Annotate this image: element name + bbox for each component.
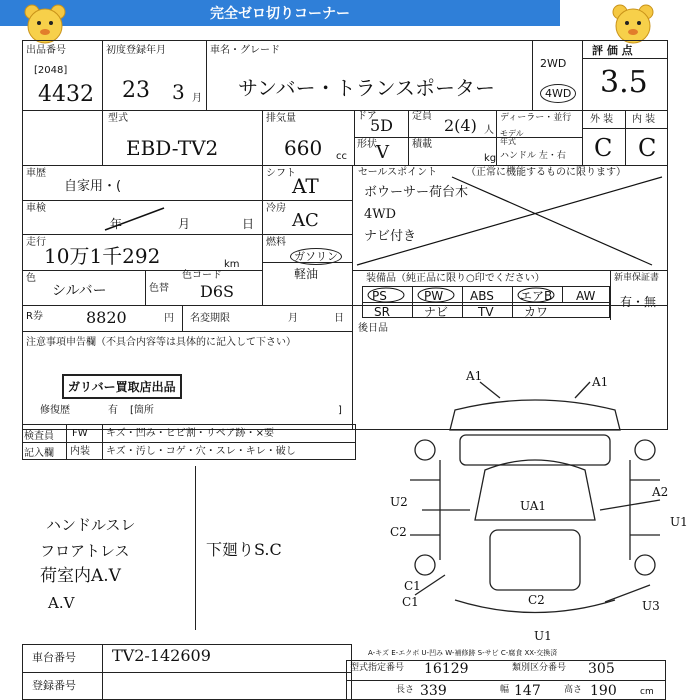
inspection-label: 車検 <box>26 203 46 214</box>
warranty-value: 有・無 <box>620 295 657 309</box>
length-label: 長さ <box>396 685 415 695</box>
height-label: 高さ <box>564 685 583 695</box>
equipment-sr: SR <box>374 305 390 319</box>
diagram-mark-c2-left: C2 <box>390 525 407 539</box>
load-label: 積載 <box>412 139 432 150</box>
chassis-value: TV2-142609 <box>112 646 211 665</box>
memo-right: 下廻りS.C <box>206 540 282 559</box>
diagram-mark-c1-a: C1 <box>404 579 421 593</box>
inspector-label: 検査員 記入欄 <box>24 431 54 459</box>
diagram-mark-a2: A2 <box>652 485 669 499</box>
recycle-value: 8820 <box>86 308 127 327</box>
sales-label: セールスポイント <box>358 167 438 178</box>
diagram-mark-u1-right: U1 <box>670 515 688 529</box>
memo-line-3: 荷室内A.V <box>40 566 121 586</box>
recycle-unit: 円 <box>164 313 174 324</box>
sales-line-3: ナビ付き <box>364 229 417 244</box>
doors-label: ドア <box>357 111 377 122</box>
displacement-value: 660 <box>284 136 323 160</box>
rear-seat-label: 後日品 <box>358 323 388 334</box>
seats-label: 定員 <box>412 111 432 122</box>
history-value: 自家用・( <box>64 179 122 194</box>
repair-bracket-end: ] <box>338 405 342 416</box>
displacement-unit: cc <box>336 151 347 162</box>
repair-label: 修復歴 <box>40 405 70 416</box>
lot-label: 出品番号 <box>26 45 66 56</box>
diagram-legend: A-キズ E-エクボ U-凹み W-補修跡 S-サビ C-腐食 XX-交換済 <box>368 649 558 657</box>
sales-note: （正常に機能するものに限ります） <box>466 167 626 178</box>
diagram-mark-ua1: UA1 <box>520 499 547 513</box>
color-code: D6S <box>200 282 234 301</box>
color-value: シルバー <box>52 283 107 299</box>
aircon-value: AC <box>292 210 319 231</box>
class-value: 305 <box>588 661 615 677</box>
height-value: 190 <box>590 683 617 699</box>
seats-value: 2(4) <box>444 116 477 135</box>
shift-label: シフト <box>266 168 296 179</box>
grade-value: 3.5 <box>600 65 648 100</box>
color-label: 色 <box>26 273 36 284</box>
reg-month: 3 <box>172 80 185 104</box>
repair-value: 有 <box>108 405 118 416</box>
equipment-ps: PS <box>372 289 387 303</box>
history-label: 車歴 <box>26 168 46 179</box>
color-tone: 色替 <box>149 283 169 294</box>
sales-line-2: 4WD <box>364 207 397 222</box>
equipment-label: 装備品（純正品に限り○印でください） <box>366 273 545 284</box>
diagram-mark-u2: U2 <box>390 495 408 509</box>
banner-title: 完全ゼロ切りコーナー <box>0 0 560 26</box>
grade-label: 評 価 点 <box>592 44 633 57</box>
drive-4wd: 4WD <box>540 84 576 103</box>
memo-line-2: フロアトレス <box>40 542 130 560</box>
diagram-mark-u1-bottom: U1 <box>534 629 552 643</box>
shape-value: V <box>376 142 389 163</box>
equipment-abs: ABS <box>470 289 494 303</box>
equipment-leather: カワ <box>524 305 549 319</box>
fuel-gasoline: ガソリン <box>290 248 342 265</box>
shift-value: AT <box>292 174 319 198</box>
inspection-month: 月 <box>178 217 191 231</box>
equipment-airbag: エアB <box>520 289 553 303</box>
reg-year: 23 <box>122 78 150 103</box>
model-label: 型式 <box>108 113 128 124</box>
drive-2wd: 2WD <box>540 57 567 70</box>
length-value: 339 <box>420 683 447 699</box>
diagram-mark-c2-bottom: C2 <box>528 593 545 607</box>
name-change-label: 名変期限 <box>190 313 230 324</box>
type-label: 型式指定番号 <box>350 663 405 673</box>
color-code-label: 色コード <box>182 270 222 281</box>
seats-unit: 人 <box>484 125 494 136</box>
equipment-circles-icon <box>362 286 562 304</box>
inspector-int-items: キズ・汚し・コゲ・穴・スレ・キレ・破し <box>106 446 296 457</box>
dimension-unit: cm <box>640 687 654 697</box>
grade-int-label: 内 装 <box>632 114 656 125</box>
displacement-label: 排気量 <box>266 113 296 124</box>
model-value: EBD-TV2 <box>126 136 219 160</box>
aircon-label: 冷房 <box>266 203 286 214</box>
lot-number: 4432 <box>38 82 94 107</box>
car-name: サンバー・トランスポーター <box>238 76 495 100</box>
inspection-year: 年 <box>110 217 123 231</box>
grade-ext-value: C <box>594 134 613 162</box>
width-value: 147 <box>514 683 541 699</box>
mileage-value: 10万1千292 <box>44 244 161 268</box>
reg-label: 初度登録年月 <box>106 45 166 56</box>
dealer-label: ディーラー・並行 <box>500 113 572 123</box>
inspection-strike-icon <box>100 204 170 234</box>
repair-bracket: [箇所 <box>130 405 154 416</box>
mileage-unit: km <box>224 259 240 270</box>
diagram-mark-c1-b: C1 <box>402 595 419 609</box>
name-change-month: 月 <box>288 313 298 324</box>
diagram-mark-u3: U3 <box>642 599 660 613</box>
warranty-label: 新車保証書 <box>614 273 660 283</box>
type-value: 16129 <box>424 661 469 677</box>
inspector-fw-items: キズ・凹み・ヒビ割・リペア跡・×要 <box>106 428 274 439</box>
handle-label: ハンドル 左・右 <box>500 151 566 161</box>
sales-line-1: ボウーサー荷台木 <box>364 185 469 200</box>
diagram-mark-a1-right: A1 <box>592 375 609 389</box>
memo-line-4: A.V <box>48 594 75 612</box>
notice-stamp: ガリバー買取店出品 <box>62 374 182 399</box>
car-label: 車名・グレード <box>210 45 280 56</box>
inspector-fw: FW <box>72 428 88 439</box>
doors-value: 5D <box>370 116 394 135</box>
diagram-mark-a1-left: A1 <box>466 369 483 383</box>
memo-line-1: ハンドルスレ <box>46 516 136 534</box>
equipment-pw: PW <box>424 289 444 303</box>
reg-month-unit: 月 <box>192 93 202 104</box>
equipment-aw: AW <box>576 289 596 303</box>
chassis-label: 車台番号 <box>32 651 76 664</box>
grade-ext-label: 外 装 <box>590 114 614 125</box>
name-change-day: 日 <box>334 313 344 324</box>
equipment-navi: ナビ <box>424 305 449 319</box>
notice-label: 注意事項申告欄（不具合内容等は具体的に記入して下さい） <box>26 337 296 348</box>
inspector-int: 内装 <box>70 446 90 457</box>
dealer-model-year: モデル 年式 <box>500 129 524 146</box>
recycle-label: R券 <box>26 311 43 322</box>
load-unit: kg <box>484 153 497 164</box>
registration-label: 登録番号 <box>32 679 76 692</box>
fuel-diesel: 軽油 <box>294 267 319 281</box>
mileage-label: 走行 <box>26 237 46 248</box>
lot-sub: [2048] <box>34 65 68 76</box>
sales-cross-icon <box>352 165 668 270</box>
class-label: 類別区分番号 <box>512 663 567 673</box>
equipment-tv: TV <box>478 305 494 319</box>
width-label: 幅 <box>500 685 510 695</box>
fuel-label: 燃料 <box>266 237 286 248</box>
inspection-day: 日 <box>242 217 255 231</box>
grade-int-value: C <box>638 134 657 162</box>
shape-label: 形状 <box>357 139 377 150</box>
